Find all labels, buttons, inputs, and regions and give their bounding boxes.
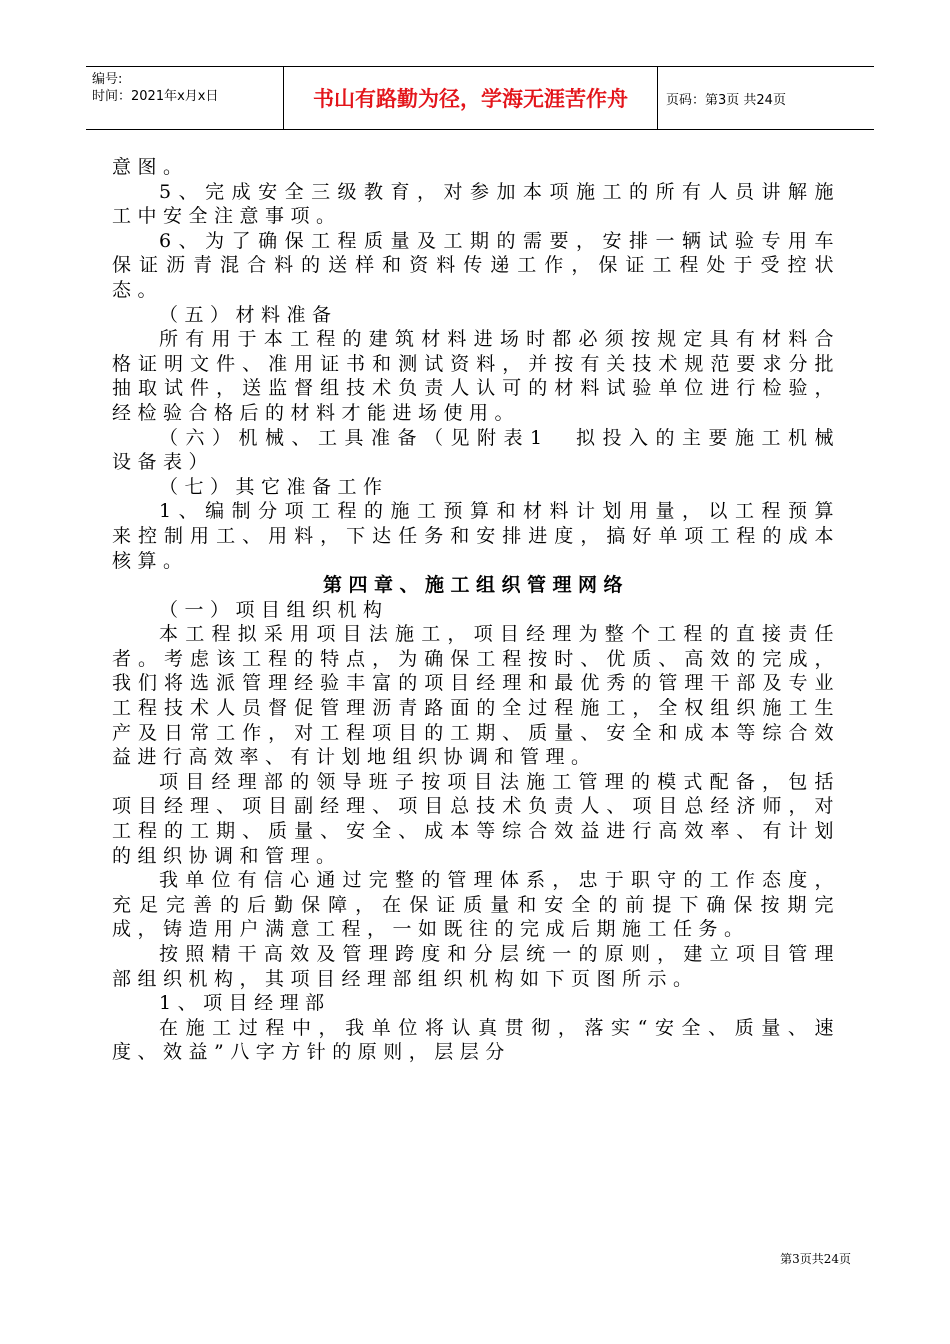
body-paragraph: （六）机械、工具准备（见附表1 拟投入的主要施工机械设备表） <box>112 426 840 474</box>
page-header <box>86 66 874 130</box>
body-paragraph: 1、编制分项工程的施工预算和材料计划用量，以工程预算来控制用工、用料，下达任务和安排进度，搞好单项工程的成本核算。 <box>112 500 840 572</box>
body-paragraph: （一）项目组织机构 <box>159 598 389 621</box>
body-paragraph: （五）材料准备 <box>159 303 338 326</box>
body-paragraph: 意图。 <box>112 156 189 178</box>
body-paragraph: 5、完成安全三级教育，对参加本项施工的所有人员讲解施工中安全注意事项。 <box>112 180 840 228</box>
body-paragraph: 本工程拟采用项目法施工，项目经理为整个工程的直接责任者。考虑该工程的特点，为确保工程按时、优质、高效的完成，我们将选派管理经验丰富的项目经理和最优秀的管理干部及专业工程技术人员督促管理沥青路面的全过程施工，全权组织施工生产及日常工作，对工程项目的工期、质量、安全和成本等综合效益进行高效率、有计划地组织协调和管理。 <box>112 623 840 769</box>
header-page-info: 页码：第3页 共24页 <box>666 92 786 108</box>
document-number-label: 编号: <box>92 72 123 87</box>
page-footer: 第3页共24页 <box>780 1252 851 1266</box>
document-body <box>112 155 840 1065</box>
body-paragraph: 在施工过程中，我单位将认真贯彻，落实“安全、质量、速度、效益”八字方针的原则，层层分 <box>112 1016 840 1064</box>
header-meta-cell <box>86 67 284 129</box>
body-paragraph: 按照精干高效及管理跨度和分层统一的原则，建立项目管理部组织机构，其项目经理部组织机构如下页图所示。 <box>112 943 840 990</box>
body-paragraph: 6、为了确保工程质量及工期的需要，安排一辆试验专用车保证沥青混合料的送样和资料传递工作，保证工程处于受控状态。 <box>112 229 840 301</box>
body-paragraph: 1、项目经理部 <box>159 992 331 1015</box>
body-paragraph: 项目经理部的领导班子按项目法施工管理的模式配备，包括项目经理、项目副经理、项目总技术负责人、项目总经济师，对工程的工期、质量、安全、成本等综合效益进行高效率、有计划的组织协调和管理。 <box>112 770 840 867</box>
document-date: 时间：2021年x月x日 <box>92 89 219 104</box>
chapter-heading: 第四章、施工组织管理网络 <box>322 574 629 597</box>
header-motto: 书山有路勤为径，学海无涯苦作舟 <box>284 67 658 129</box>
body-paragraph: （七）其它准备工作 <box>159 475 389 498</box>
body-paragraph: 我单位有信心通过完整的管理体系，忠于职守的工作态度，充足完善的后勤保障，在保证质量和安全的前提下确保按期完成，铸造用户满意工程，一如既往的完成后期施工任务。 <box>112 869 840 941</box>
body-paragraph: 所有用于本工程的建筑材料进场时都必须按规定具有材料合格证明文件、准用证书和测试资料，并按有关技术规范要求分批抽取试件，送监督组技术负责人认可的材料试验单位进行检验，经检验合格后的材料才能进场使用。 <box>112 328 840 424</box>
